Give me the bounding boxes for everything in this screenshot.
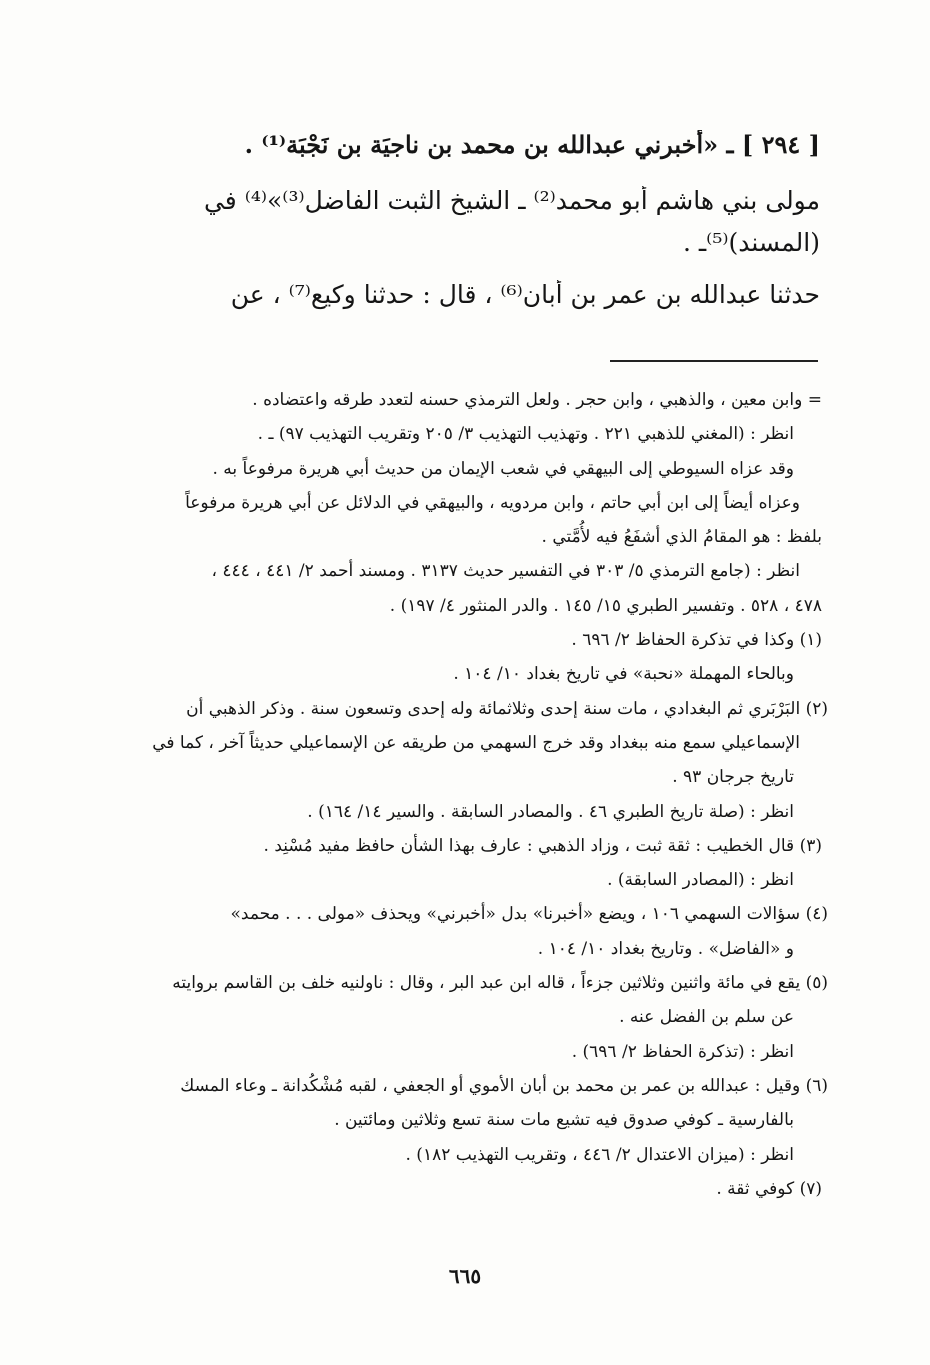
footnote-line: انظر : (صلة تاريخ الطبري ٤٦ . والمصادر السابقة . والسير ١٤/ ١٦٤) . — [307, 801, 794, 822]
footnote-line: (٤) سؤالات السهمي ١٠٦ ، ويضع «أخبرنا» بدل «أخبرني» ويحذف «مولى . . . محمد» — [230, 904, 828, 925]
footnote-line: (٣) قال الخطيب : ثقة ثبت ، وزاد الذهبي : عارف بهذا الشأن حافظ مفيد مُسْنِد . — [263, 835, 822, 856]
footnote-line: بلفظ : هو المقامُ الذي أشفَعُ فيه لأُمَّتي . — [541, 527, 822, 548]
footnote-line: انظر : (المغني للذهبي ٢٢١ . وتهذيب التهذيب ٣/ ٢٠٥ وتقريب التهذيب ٩٧) ـ . — [257, 424, 794, 445]
footnote-line: (٢) البَرْبَري ثم البغدادي ، مات سنة إحدى وثلاثمائة وله إحدى وتسعون سنة . وذكر الذهبي أن — [186, 698, 828, 719]
footnote-line: انظر : (المصادر السابقة) . — [607, 870, 794, 891]
footnote-line: تاريخ جرجان ٩٣ . — [672, 767, 794, 788]
footnote-line: وبالحاء المهملة «نحبة» في تاريخ بغداد ١٠/ ١٠٤ . — [453, 664, 794, 685]
main-text-line: حدثنا عبدالله بن عمر بن أبان⁽⁶⁾ ، قال : حدثنا وكيع⁽⁷⁾ ، عن — [230, 280, 820, 309]
footnote-separator — [610, 360, 818, 362]
main-text-line: مولى بني هاشم أبو محمد⁽²⁾ ـ الشيخ الثبت الفاضل⁽³⁾»⁽⁴⁾ في — [203, 186, 820, 215]
footnote-line: = وابن معين ، والذهبي ، وابن حجر . ولعل الترمذي حسنه لتعدد طرقه واعتضاده . — [252, 390, 822, 410]
entry-heading: [ ٢٩٤ ] ـ «أخبرني عبدالله بن محمد بن ناجيَة بن نَجْبَة⁽¹⁾ . — [244, 130, 820, 159]
footnotes — [130, 383, 828, 1206]
main-text-line: (المسند)⁽⁵⁾ـ . — [682, 228, 820, 257]
footnote-line: الإسماعيلي سمع منه ببغداد وقد خرج السهمي من طريقه عن الإسماعيلي حديثاً آخر ، كما في — [152, 732, 800, 753]
footnote-line: ٤٧٨ ، ٥٢٨ . وتفسير الطبري ١٥/ ١٤٥ . والدر المنثور ٤/ ١٩٧) . — [389, 595, 822, 616]
footnote-line: (٧) كوفي ثقة . — [716, 1178, 822, 1199]
page-number: ٦٦٥ — [448, 1264, 482, 1288]
footnote-line: انظر : (تذكرة الحفاظ ٢/ ٦٩٦) . — [571, 1041, 794, 1062]
footnote-line: وعزاه أيضاً إلى ابن أبي حاتم ، وابن مردويه ، والبيهقي في الدلائل عن أبي هريرة مرفوعاً — [185, 492, 800, 513]
footnote-line: (١) وكذا في تذكرة الحفاظ ٢/ ٦٩٦ . — [571, 630, 822, 651]
footnote-line: بالفارسية ـ كوفي صدوق فيه تشيع مات سنة تسع وثلاثين ومائتين . — [334, 1110, 794, 1131]
footnote-line: انظر : (جامع الترمذي ٥/ ٣٠٣ في التفسير حديث ٣١٣٧ . ومسند أحمد ٢/ ٤٤١ ، ٤٤٤ ، — [211, 561, 800, 582]
footnote-line: عن سلم بن الفضل عنه . — [619, 1007, 794, 1028]
footnote-line: (٦) وقيل : عبدالله بن عمر بن محمد بن أبان الأموي أو الجعفي ، لقبه مُشْكُدانة ـ وعاء المسك — [180, 1075, 828, 1096]
footnote-line: وقد عزاه السيوطي إلى البيهقي في شعب الإيمان من حديث أبي هريرة مرفوعاً به . — [212, 458, 794, 479]
main-text — [120, 130, 820, 332]
footnote-line: و «الفاضل» . وتاريخ بغداد ١٠/ ١٠٤ . — [537, 938, 794, 959]
footnote-line: (٥) يقع في مائة واثنين وثلاثين جزءاً ، قاله ابن عبد البر ، وقال : ناولنيه خلف بن القاسم بروايته — [172, 973, 828, 994]
footnote-line: انظر : (ميزان الاعتدال ٢/ ٤٤٦ ، وتقريب التهذيب ١٨٢) . — [405, 1144, 794, 1165]
